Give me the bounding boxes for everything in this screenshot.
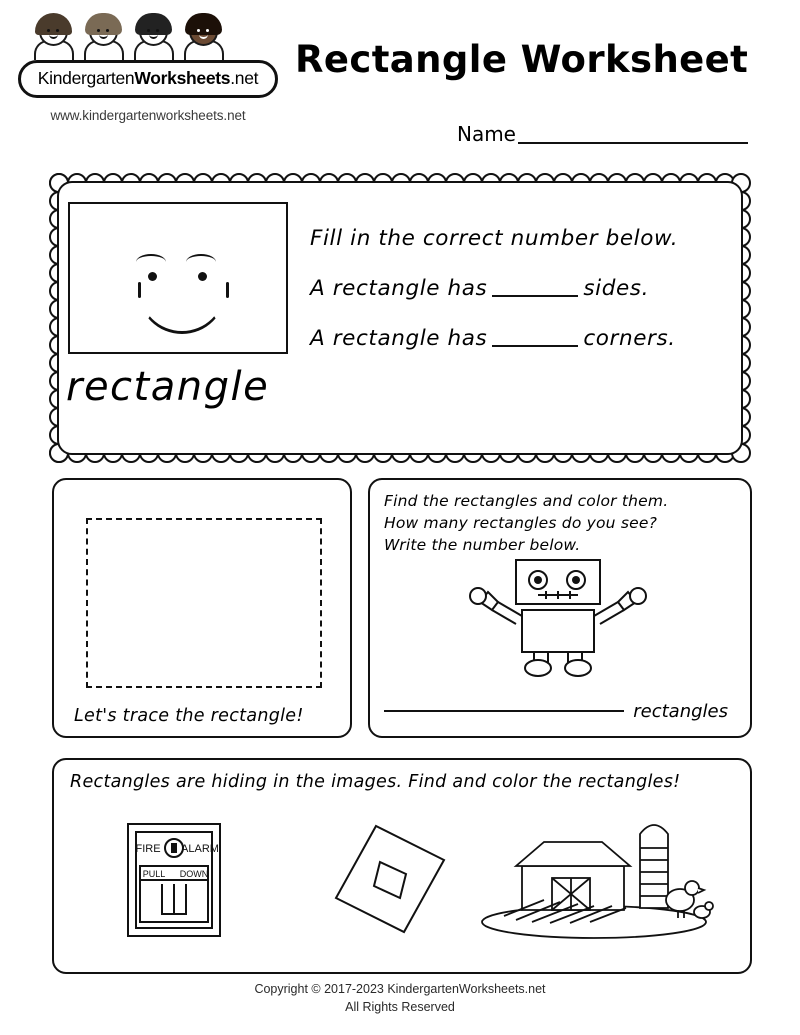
page-header	[0, 0, 800, 160]
fire-alarm-icon	[126, 822, 222, 943]
name-label: Name	[456, 122, 516, 146]
name-blank-line[interactable]	[518, 123, 748, 144]
name-field[interactable]	[457, 122, 748, 146]
find-instruction-line-2: How many rectangles do you see?	[384, 514, 658, 532]
trace-caption: Let's trace the rectangle!	[74, 706, 304, 726]
face-smile	[138, 282, 226, 334]
count-answer-line[interactable]	[384, 710, 624, 712]
svg-text:PULL: PULL	[142, 869, 166, 879]
svg-text:DOWN: DOWN	[179, 869, 209, 879]
page-title: Rectangle Worksheet	[295, 38, 749, 81]
find-instructions	[384, 490, 744, 556]
question-corners	[310, 326, 730, 351]
trace-panel	[52, 478, 352, 738]
face-eye-left	[148, 272, 157, 281]
kid-icon-4	[180, 16, 228, 60]
site-url[interactable]: www.kindergartenworksheets.net	[50, 108, 246, 123]
svg-text:FIRE: FIRE	[135, 843, 161, 855]
logo-text-tld: .net	[230, 68, 259, 88]
diamond-rectangle-icon	[332, 822, 448, 941]
face-smile-tip-right	[226, 282, 229, 298]
question-sides-suffix: sides.	[583, 276, 650, 301]
rights-text: All Rights Reserved	[345, 1000, 455, 1015]
logo-text-worksheets: Worksheets	[134, 68, 231, 88]
shape-intro-panel	[48, 172, 752, 464]
kids-illustration	[30, 18, 245, 60]
kid-icon-2	[80, 16, 128, 60]
find-and-color-panel	[368, 478, 752, 738]
logo-wordmark	[18, 60, 278, 98]
questions-group	[310, 226, 730, 376]
face-eyebrow-left	[136, 254, 166, 270]
face-smile-tip-left	[138, 282, 141, 298]
question-corners-prefix: A rectangle has	[310, 326, 488, 351]
shape-word-label: rectangle	[66, 364, 270, 410]
answer-blank-corners[interactable]	[492, 327, 578, 347]
svg-text:ALARM: ALARM	[181, 843, 219, 855]
barn-with-silo-icon	[474, 804, 714, 945]
hidden-rectangles-panel	[52, 758, 752, 974]
question-sides-prefix: A rectangle has	[310, 276, 488, 301]
copyright-text: Copyright © 2017-2023 KindergartenWorksheets.net	[254, 982, 546, 996]
page-footer	[0, 980, 800, 1016]
hidden-instructions: Rectangles are hiding in the images. Find and color the rectangles!	[70, 772, 681, 792]
count-label: rectangles	[633, 701, 728, 722]
find-instruction-line-3: Write the number below.	[384, 536, 581, 554]
instruction-fill-in: Fill in the correct number below.	[310, 226, 679, 251]
find-instruction-line-1: Find the rectangles and color them.	[384, 492, 669, 510]
dashed-rectangle-outline[interactable]	[86, 518, 322, 688]
rectangle-shape-box	[68, 202, 288, 354]
site-logo[interactable]	[18, 18, 278, 123]
face-eye-right	[198, 272, 207, 281]
question-corners-suffix: corners.	[583, 326, 676, 351]
logo-text-kindergarten: Kindergarten	[37, 68, 135, 88]
question-sides	[310, 276, 730, 301]
kid-icon-3	[130, 16, 178, 60]
kid-icon-1	[30, 16, 78, 60]
face-eyebrow-right	[186, 254, 216, 270]
robot-icon	[458, 558, 658, 678]
answer-blank-sides[interactable]	[492, 277, 578, 297]
